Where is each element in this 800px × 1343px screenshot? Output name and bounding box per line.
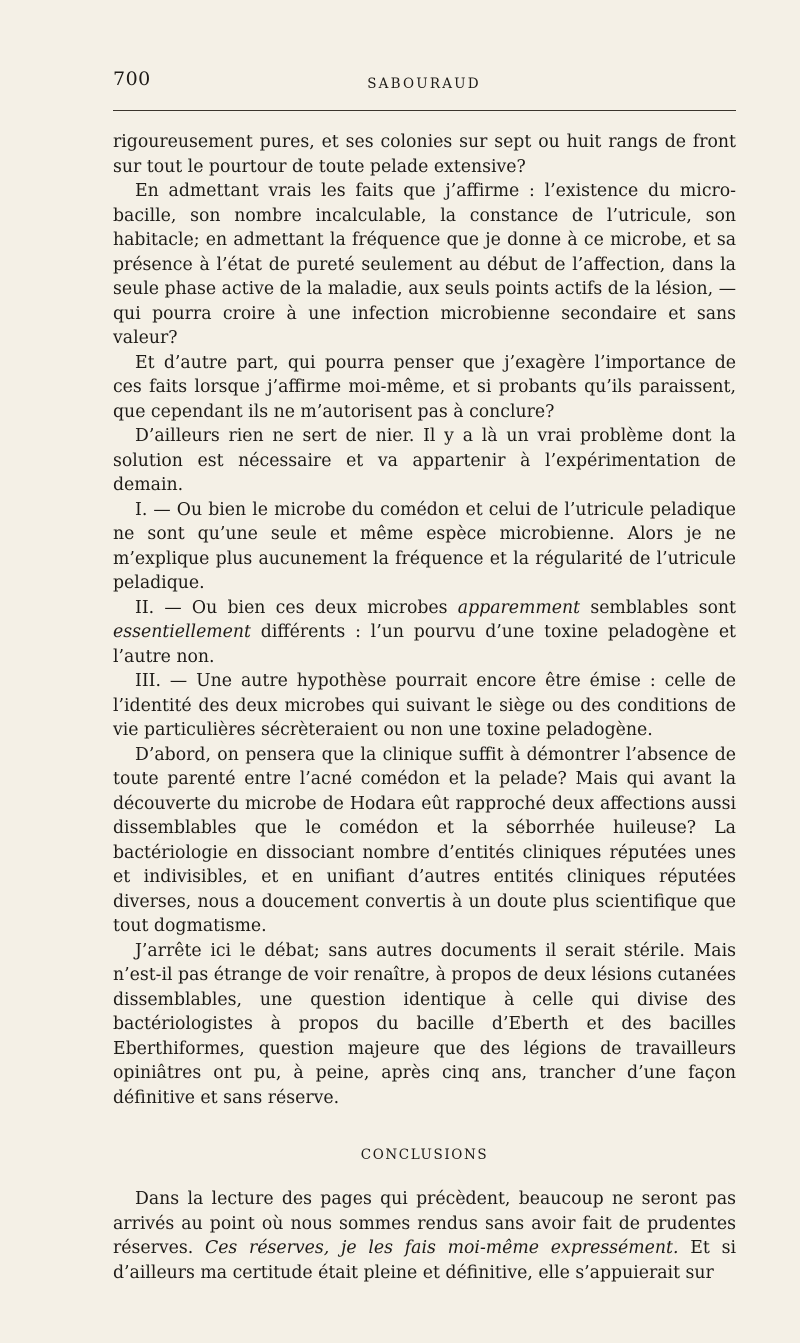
header-rule [113, 110, 736, 111]
paragraph: Et d’autre part, qui pourra penser que j’exagère l’importance de ces faits lorsque j’affirme moi-même, et si probants qu’ils paraissent, que cependant ils ne m’autorisent pas à conclure? [113, 352, 736, 422]
italic-text: Ces réserves, je les fais moi-même expressément. [204, 1238, 679, 1258]
paragraph-conclusion [113, 1187, 736, 1285]
italic-text: apparemment [457, 597, 581, 618]
paragraph-hypothesis-2 [113, 596, 736, 670]
paragraph: En admettant vrais les faits que j’affirme : l’existence du micro-bacille, son nombre incalculable, la constance de l’utricule, son habitacle; en admettant la fréquence que je donne à ce microbe, et sa présence à l’état de pureté seulement au début de l’affection, dans la seule phase active de la maladie, aux seuls points actifs de la lésion, — qui pourra croire à une infection microbienne secondaire et sans valeur? [113, 181, 736, 348]
page-number: 700 [113, 68, 151, 90]
text-run: II. — Ou bien ces deux microbes [135, 597, 458, 618]
section-title: CONCLUSIONS [360, 1147, 489, 1163]
paragraph: D’ailleurs rien ne sert de nier. Il y a là un vrai problème dont la solution est nécessaire et va appartenir à l’expérimentation de demain. [113, 426, 736, 495]
running-head: SABOURAUD [367, 76, 481, 92]
text-run: Et si d’ailleurs ma certitude était pleine et définitive, elle s’appuierait sur [113, 1238, 736, 1283]
paragraph-continued: rigoureusement pures, et ses colonies sur sept ou huit rangs de front sur tout le pourtour de toute pelade extensive? [113, 132, 736, 177]
text-run: différents : l’un pourvu d’une toxine peladogène et l’autre non. [113, 622, 736, 667]
italic-text: essentiellement [113, 622, 251, 642]
text-run: Dans la lecture des pages qui précèdent, beaucoup ne seront pas arrivés au point où nous sommes rendus sans avoir fait de prudentes réserves. [113, 1189, 736, 1258]
text-run: semblables sont [580, 597, 736, 618]
paragraph-hypothesis-1: I. — Ou bien le microbe du comédon et celui de l’utricule peladique ne sont qu’une seule et même espèce microbienne. Alors je ne m’explique plus aucunement la fréquence et la régularité de l’utricule peladique. [113, 499, 736, 593]
paragraph-hypothesis-3: III. — Une autre hypothèse pourrait encore être émise : celle de l’identité des deux microbes qui suivant le siège ou des conditions de vie particulières sécrèteraient ou non une toxine peladogène. [113, 671, 736, 740]
paragraph: J’arrête ici le débat; sans autres documents il serait stérile. Mais n’est-il pas étrange de voir renaître, à propos de deux lésions cutanées dissemblables, une question identique à celle qui divise des bactériologistes à propos du bacille d’Eberth et des bacilles Eberthiformes, question majeure que des légions de travailleurs opiniâtres ont pu, à peine, après cinq ans, trancher d’une façon définitive et sans réserve. [113, 940, 736, 1108]
body-text [113, 130, 736, 1285]
paragraph: D’abord, on pensera que la clinique suffit à démontrer l’absence de toute parenté entre l’acné comédon et la pelade? Mais qui avant la découverte du microbe de Hodara eût rapproché deux affections aussi dissemblables que le comédon et la séborrhée huileuse? La bactériologie en dissociant nombre d’entités cliniques réputées unes et indivisibles, et en unifiant d’autres entités cliniques réputées diverses, nous a doucement convertis à un doute plus scientifique que tout dogmatisme. [113, 744, 736, 936]
